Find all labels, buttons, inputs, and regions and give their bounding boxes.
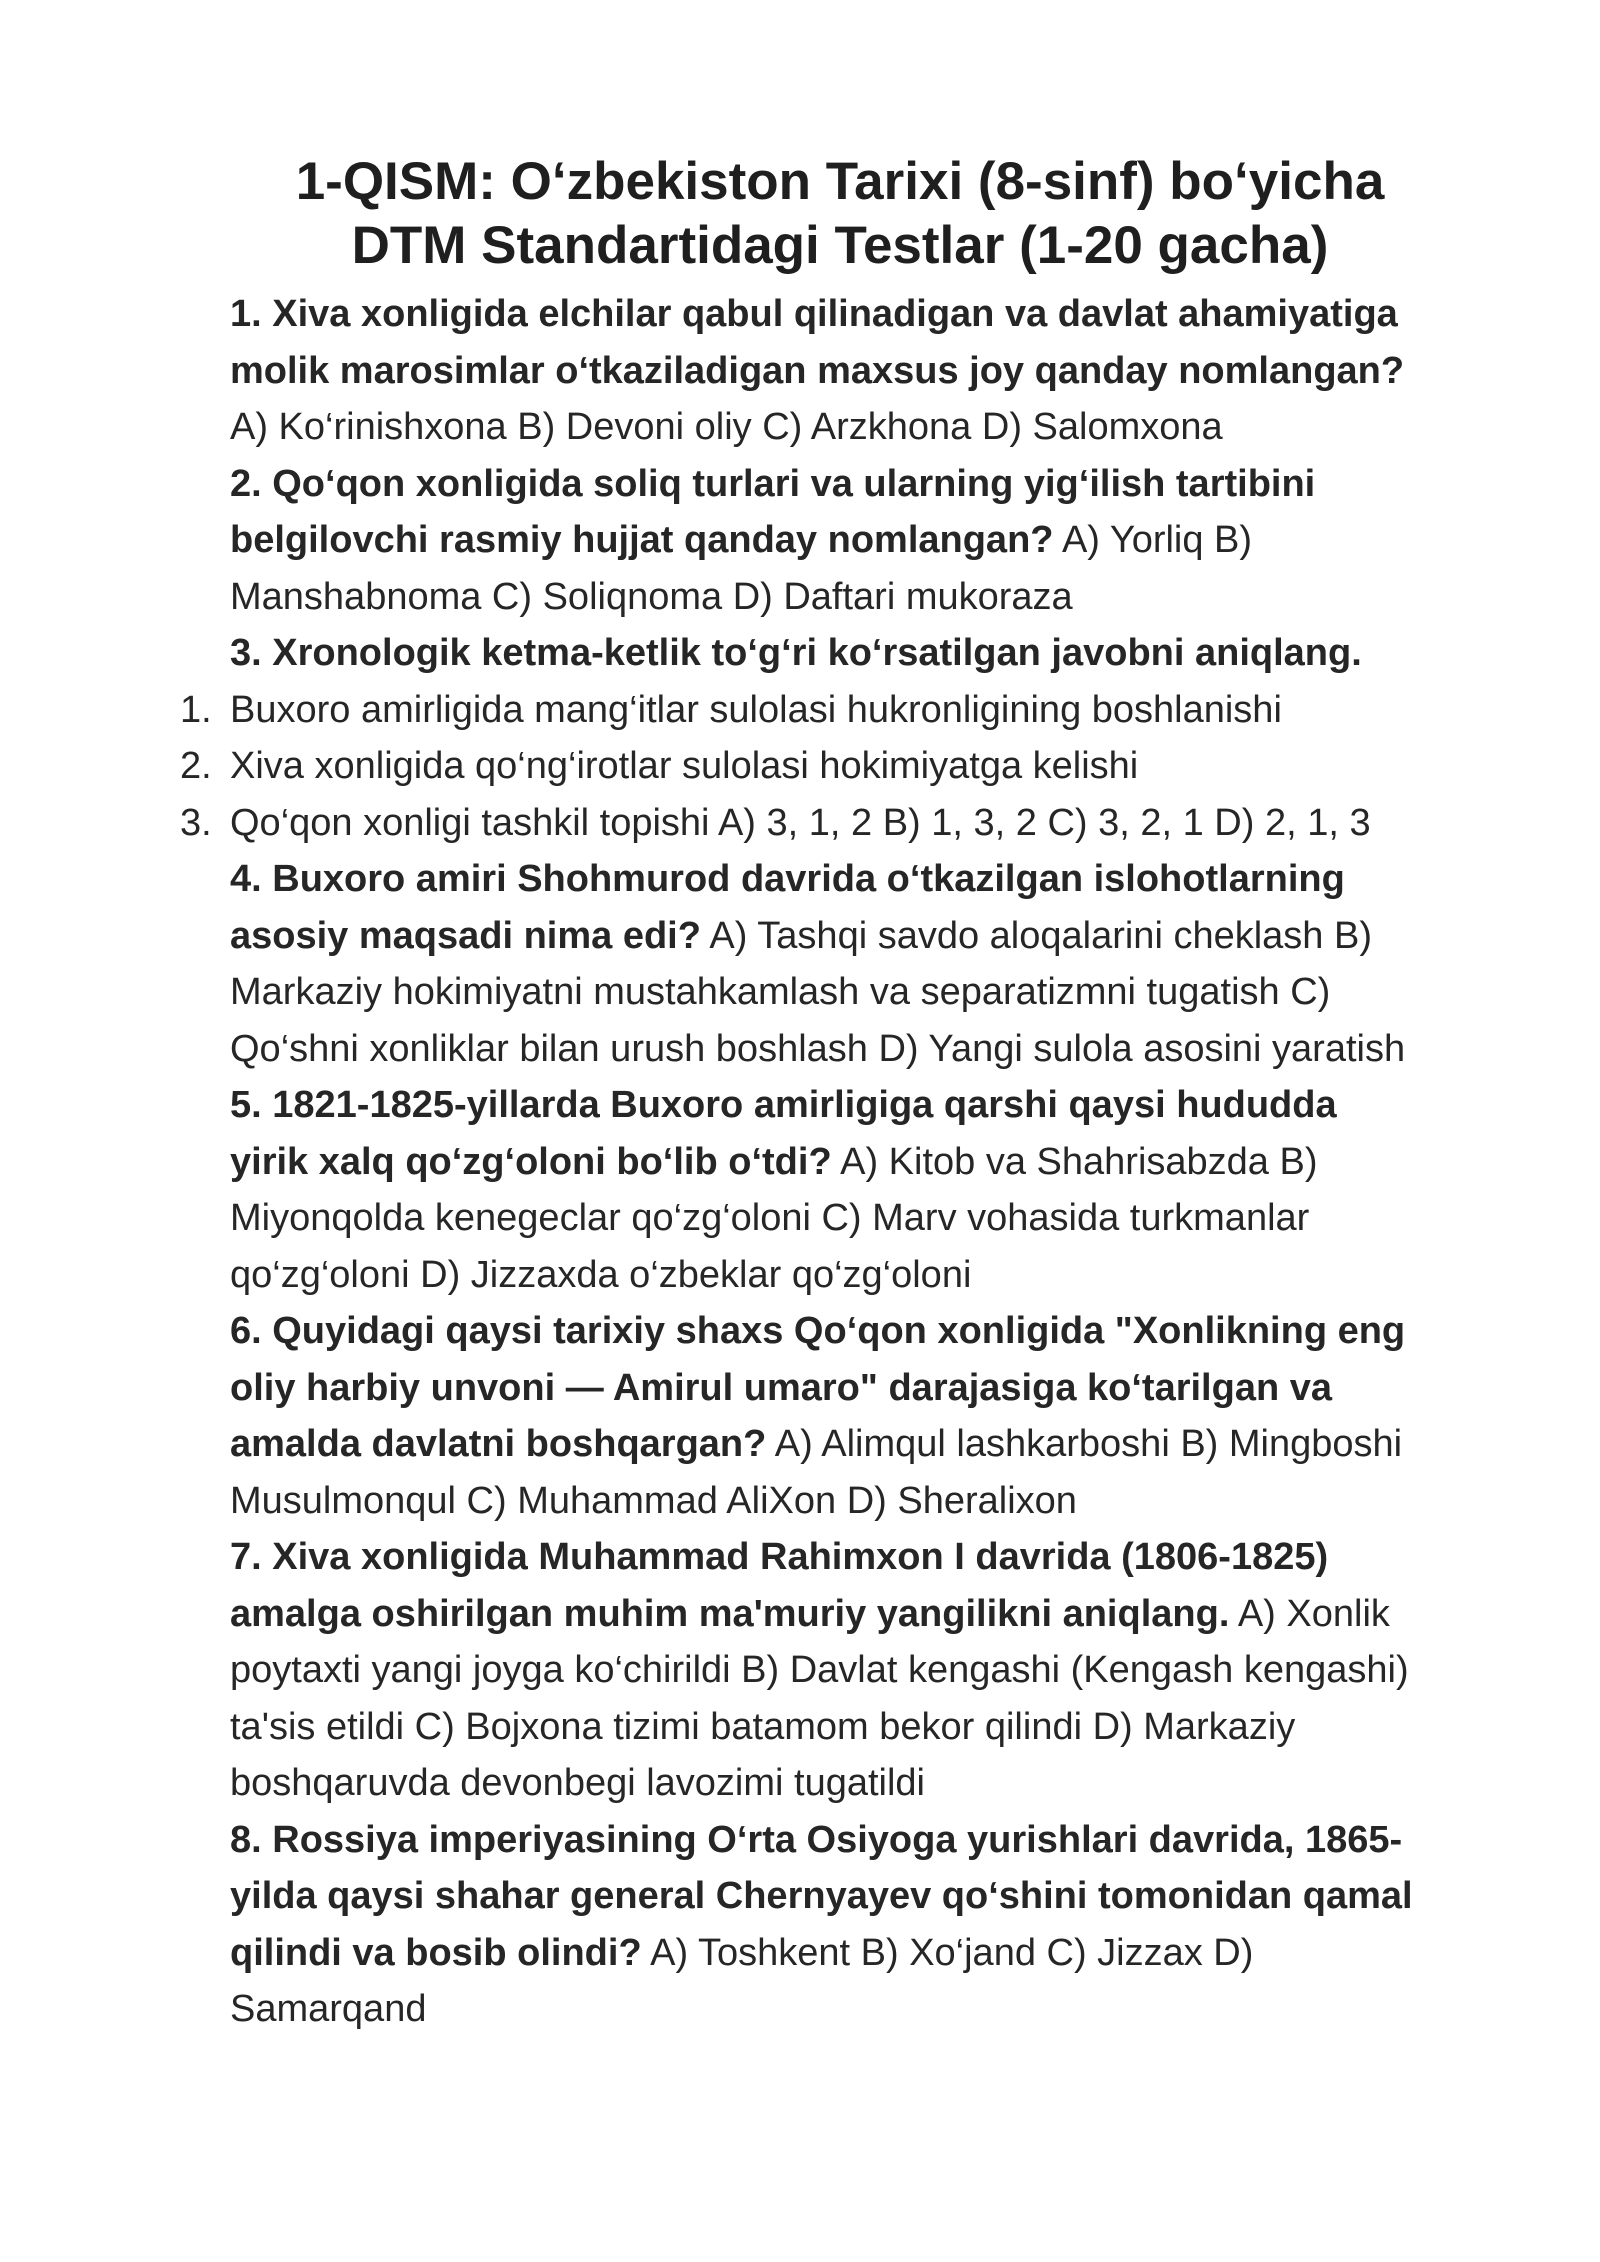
question-line [230,399,1530,456]
question-stem-text: 6. Quyidagi qaysi tarixiy shaxs Qo‘qon xonligida "Xonlikning eng [230,1310,1406,1352]
page-title [180,150,1500,278]
list-item-text: Xiva xonligida qo‘ng‘irotlar sulolasi hokimiyatga kelishi [230,745,1139,787]
list-item [180,795,1530,852]
list-item [180,738,1530,795]
list-item-number: 3. [180,801,212,844]
question-1 [230,286,1530,456]
question-stem-text: 4. Buxoro amiri Shohmurod davrida o‘tkazilgan islohotlarning [230,858,1345,900]
question-stem-text: yilda qaysi shahar general Chernyayev qo‘shini tomonidan qamal [230,1875,1413,1917]
answer-options-text: Qo‘shni xonliklar bilan urush boshlash D) Yangi sulola asosini yaratish [230,1027,1406,1070]
question-4 [230,851,1530,1077]
question-line [230,1529,1530,1586]
question-5 [230,1077,1530,1303]
question-line [230,512,1530,569]
question-line [230,1247,1530,1304]
question-stem-text: 7. Xiva xonligida Muhammad Rahimxon I davrida (1806-1825) [230,1536,1329,1578]
question-stem-text: 1. Xiva xonligida elchilar qabul qilinadigan va davlat ahamiyatiga [230,293,1398,335]
list-item-text: Buxoro amirligida mang‘itlar sulolasi hukronligining boshlanishi [230,688,1282,731]
question-stem-text: belgilovchi rasmiy hujjat qanday nomlangan? [230,519,1054,561]
answer-options-text: A) Xonlik [1229,1592,1390,1635]
answer-options-text: A) Kitob va Shahrisabzda B) [831,1140,1318,1183]
question-line [230,1868,1530,1925]
answer-options-text: Markaziy hokimiyatni mustahkamlash va separatizmni tugatish C) [230,971,1331,1013]
question-stem-text: 8. Rossiya imperiyasining O‘rta Osiyoga yurishlari davrida, 1865- [230,1818,1403,1861]
question-line [230,908,1530,965]
answer-options-text: qo‘zg‘oloni D) Jizzaxda o‘zbeklar qo‘zg‘oloni [230,1253,972,1296]
question-stem-text: 5. 1821-1825-yillarda Buxoro amirligiga qarshi qaysi hududda [230,1084,1337,1126]
question-line [230,1699,1530,1756]
question-line [230,1360,1530,1417]
question-line [230,1925,1530,1982]
question-stem-text: 3. Xronologik ketma-ketlik to‘g‘ri ko‘rsatilgan javobni aniqlang. [230,632,1362,674]
question-line [230,1642,1530,1699]
question-6 [230,1303,1530,1529]
question-line [230,286,1530,343]
question-line [230,1812,1530,1869]
answer-options-text: Miyonqolda kenegeclar qo‘zg‘oloni C) Marv vohasida turkmanlar [230,1197,1310,1239]
answer-options-text: A) Toshkent B) Xo‘jand C) Jizzax D) [641,1931,1254,1974]
question-stem-text: amalda davlatni boshqargan? [230,1423,767,1465]
question-stem-text: amalga oshirilgan muhim ma'muriy yangilikni aniqlang. [230,1592,1230,1635]
question-line [230,1981,1530,2038]
list-item-number: 2. [180,745,212,787]
question-3 [180,625,1530,851]
answer-options-text: A) Tashqi savdo aloqalarini cheklash B) [700,914,1372,957]
question-7 [230,1529,1530,1812]
answer-options-text: ta'sis etildi C) Bojxona tizimi batamom bekor qilindi D) Markaziy [230,1705,1296,1748]
answer-options-text: poytaxti yangi joyga ko‘chirildi B) Davlat kengashi (Kengash kengashi) [230,1649,1409,1691]
answer-options-text: Manshabnoma C) Soliqnoma D) Daftari mukoraza [230,575,1073,618]
title-line-1: 1-QISM: O‘zbekiston Tarixi (8-sinf) bo‘yicha [295,152,1385,211]
questions-list [180,286,1530,2038]
question-line [230,1190,1530,1247]
question-2 [230,456,1530,626]
question-stem-text: molik marosimlar o‘tkaziladigan maxsus joy qanday nomlangan? [230,349,1405,392]
list-item-number: 1. [180,688,212,731]
answer-options-text: Musulmonqul C) Muhammad AliXon D) Sheralixon [230,1479,1077,1522]
question-line [230,964,1530,1021]
question-line [230,1416,1530,1473]
question-line [230,456,1530,513]
question-line [230,1303,1530,1360]
question-line [230,569,1530,626]
question-line [230,343,1530,400]
question-8 [230,1812,1530,2038]
question-stem-text: yirik xalq qo‘zg‘oloni bo‘lib o‘tdi? [230,1140,832,1183]
question-line [230,1134,1530,1191]
answer-options-text: boshqaruvda devonbegi lavozimi tugatildi [230,1762,926,1804]
list-item-text: Qo‘qon xonligi tashkil topishi A) 3, 1, 2 B) 1, 3, 2 C) 3, 2, 1 D) 2, 1, 3 [230,801,1371,844]
question-stem-text: qilindi va bosib olindi? [230,1931,642,1974]
question-line [230,1755,1530,1812]
question-line [230,1021,1530,1078]
answer-options-text: Samarqand [230,1988,427,2030]
answer-options-text: A) Yorliq B) [1053,519,1253,561]
answer-options-text: A) Alimqul lashkarboshi B) Mingboshi [766,1423,1403,1465]
question-line [230,851,1530,908]
question-stem-text: asosiy maqsadi nima edi? [230,914,701,957]
ordered-list [180,682,1530,852]
question-line [230,1473,1530,1530]
question-stem-text: oliy harbiy unvoni — Amirul umaro" darajasiga ko‘tarilgan va [230,1366,1332,1409]
question-stem-text: 2. Qo‘qon xonligida soliq turlari va ularning yig‘ilish tartibini [230,462,1316,505]
question-line [230,1077,1530,1134]
question-line [230,625,1530,682]
title-line-2: DTM Standartidagi Testlar (1-20 gacha) [351,216,1329,275]
answer-options-text: A) Ko‘rinishxona B) Devoni oliy C) Arzkhona D) Salomxona [230,406,1223,448]
list-item [180,682,1530,739]
question-line [230,1586,1530,1643]
